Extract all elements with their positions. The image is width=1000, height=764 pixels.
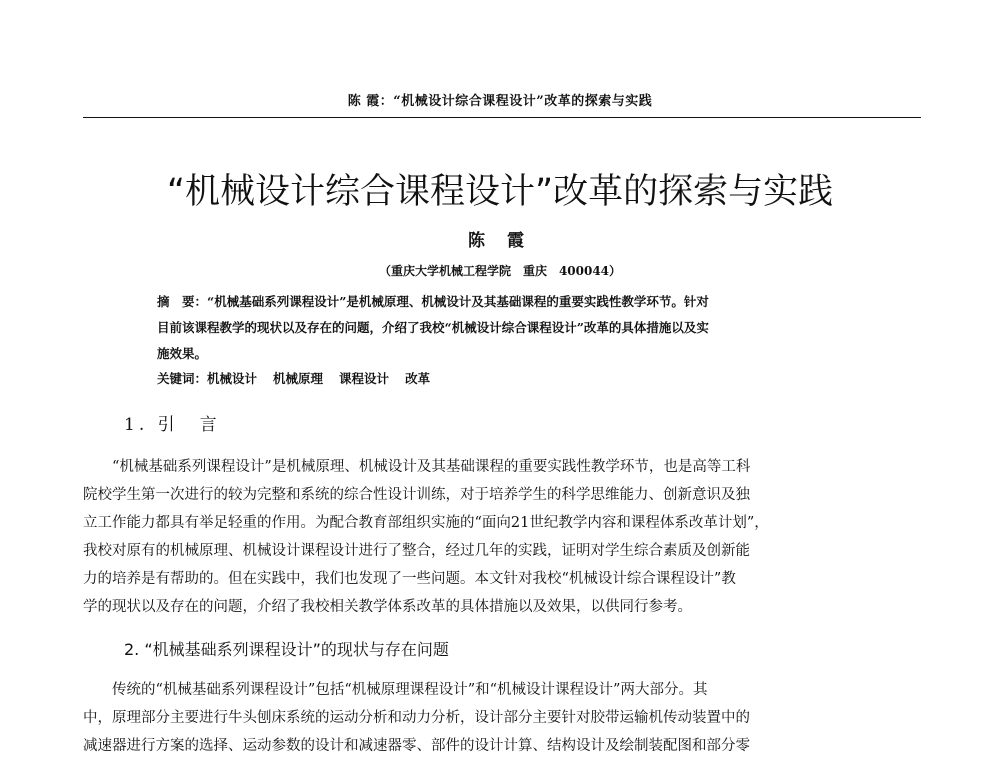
section-body-status (83, 676, 921, 760)
article-author: 陈 霞 (468, 231, 532, 251)
section-body-introduction (83, 453, 921, 621)
abstract-line: 摘 要：“机械基础系列课程设计”是机械原理、机械设计及其基础课程的重要实践性教学环节。针对 (157, 294, 709, 309)
running-header: 陈 霞：“机械设计综合课程设计”改革的探索与实践 (347, 94, 653, 109)
abstract-line: 目前该课程教学的现状以及存在的问题，介绍了我校“机械设计综合课程设计”改革的具体措施以及实 (157, 320, 709, 335)
body-line: 传统的“机械基础系列课程设计”包括“机械原理课程设计”和“机械设计课程设计”两大部分。其 (83, 682, 708, 698)
body-line: “机械基础系列课程设计”是机械原理、机械设计及其基础课程的重要实践性教学环节，也是高等工科 (83, 459, 751, 475)
keyword: 机械设计 (207, 371, 258, 386)
article-affiliation: （重庆大学机械工程学院 重庆 400044） (378, 264, 622, 278)
body-line: 减速器进行方案的选择、运动参数的设计和减速器零、部件的设计计算、结构设计及绘制装配图和部分零 (83, 738, 750, 754)
section-heading-introduction: 1. 引 言 (124, 415, 221, 435)
body-line: 学的现状以及存在的问题，介绍了我校相关教学体系改革的具体措施以及效果，以供同行参考。 (83, 599, 692, 615)
abstract-line: 施效果。 (157, 346, 208, 361)
body-line: 院校学生第一次进行的较为完整和系统的综合性设计训练，对于培养学生的科学思维能力、创新意识及独 (83, 487, 750, 503)
header-rule (83, 117, 921, 118)
body-line: 立工作能力都具有举足轻重的作用。为配合教育部组织实施的“面向21世纪教学内容和课程体系改革计划”， (83, 515, 769, 531)
keyword: 改革 (405, 371, 431, 386)
article-title: “机械设计综合课程设计”改革的探索与实践 (166, 172, 834, 212)
keyword: 机械原理 (273, 371, 324, 386)
section-heading-status: 2. “机械基础系列课程设计”的现状与存在问题 (124, 640, 449, 659)
keyword: 课程设计 (339, 371, 390, 386)
body-line: 我校对原有的机械原理、机械设计课程设计进行了整合，经过几年的实践，证明对学生综合素质及创新能 (83, 543, 750, 559)
body-line: 中，原理部分主要进行牛头刨床系统的运动分析和动力分析，设计部分主要针对胶带运输机传动装置中的 (83, 710, 750, 726)
keywords (157, 369, 857, 389)
body-line: 力的培养是有帮助的。但在实践中，我们也发现了一些问题。本文针对我校“机械设计综合课程设计”教 (83, 571, 736, 587)
abstract (157, 289, 857, 367)
keywords-label: 关键词： (157, 371, 208, 386)
